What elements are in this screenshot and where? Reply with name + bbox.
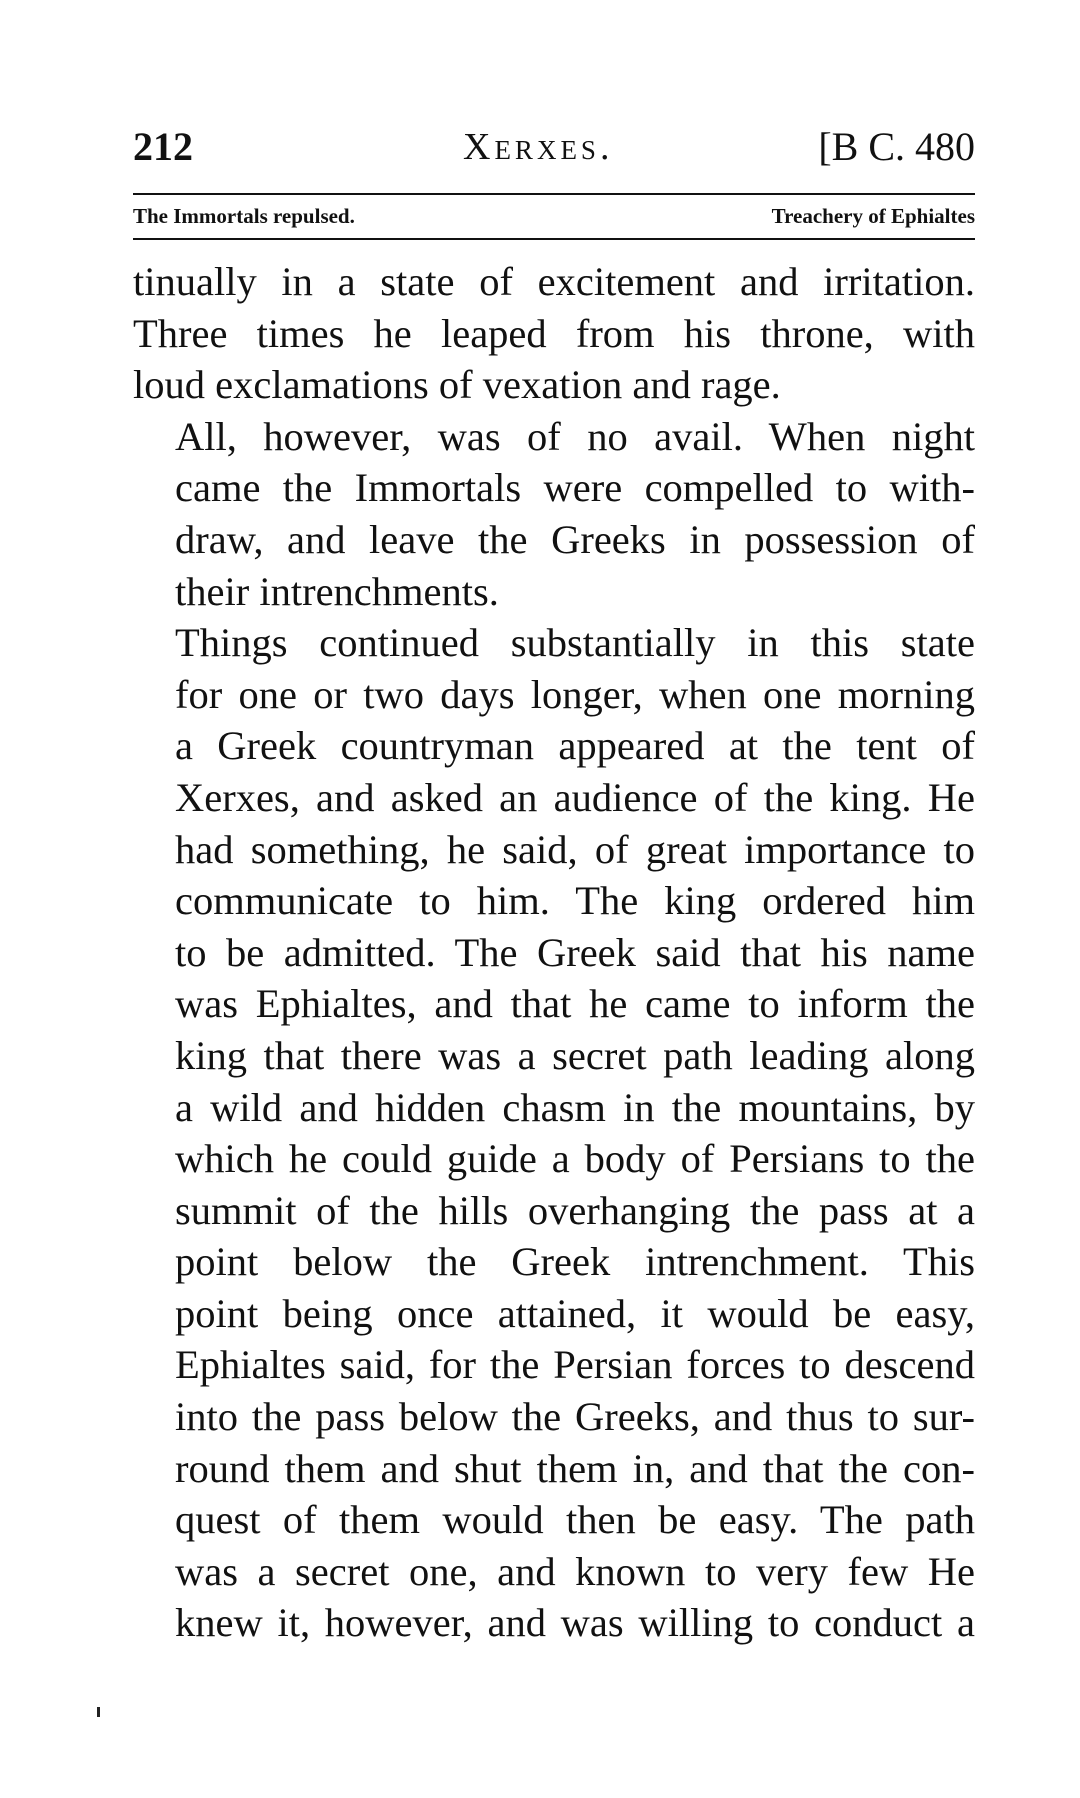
text-line: quest of them would then be easy. The path (175, 1497, 975, 1543)
text-line: which he could guide a body of Persians to the (175, 1136, 975, 1182)
sidenote-left: The Immortals repulsed. (133, 204, 355, 228)
text-line: communicate to him. The king ordered him (175, 878, 975, 924)
paragraph (133, 256, 975, 411)
text-line: came the Immortals were compelled to with- (175, 465, 975, 511)
text-line: summit of the hills overhanging the pass at a (175, 1187, 975, 1233)
text-line: loud exclamations of vexation and rage. (133, 362, 781, 408)
text-line: to be admitted. The Greek said that his name (175, 929, 975, 975)
text-line: point below the Greek intrenchment. This (175, 1239, 975, 1285)
date-marker: [B C. 480 (818, 124, 975, 169)
body-text (133, 256, 975, 1649)
text-line: tinually in a state of excitement and irritation. (133, 259, 975, 304)
text-line: into the pass below the Greeks, and thus to sur- (175, 1394, 975, 1440)
text-line: for one or two days longer, when one morning (175, 671, 975, 717)
text-line: king that there was a secret path leading along (175, 1032, 975, 1078)
paragraph (133, 411, 975, 617)
text-line: had something, he said, of great importance to (175, 826, 975, 872)
text-line: knew it, however, and was willing to conduct a (175, 1600, 975, 1646)
text-line: round them and shut them in, and that the con- (175, 1445, 975, 1491)
text-line: a wild and hidden chasm in the mountains, by (175, 1084, 975, 1130)
scan-speck (97, 1707, 100, 1717)
text-line: All, however, was of no avail. When night (175, 413, 975, 459)
running-title: Xerxes. (463, 126, 614, 168)
text-line: their intrenchments. (175, 568, 499, 614)
text-line: was Ephialtes, and that he came to inform the (175, 981, 975, 1027)
text-line: point being once attained, it would be easy, (175, 1290, 975, 1336)
page-header (133, 122, 975, 182)
header-rule-bottom (133, 238, 975, 240)
text-line: Xerxes, and asked an audience of the king. He (175, 774, 975, 820)
text-line: draw, and leave the Greeks in possession of (175, 516, 975, 562)
paragraph (133, 617, 975, 1649)
text-line: Things continued substantially in this state (175, 620, 975, 666)
page-number: 212 (133, 124, 193, 169)
text-line: was a secret one, and known to very few He (175, 1548, 975, 1594)
text-line: Three times he leaped from his throne, with (133, 310, 975, 356)
text-line: a Greek countryman appeared at the tent of (175, 723, 975, 769)
header-rule-top (133, 193, 975, 195)
sidenote-bar (133, 196, 975, 236)
text-line: Ephialtes said, for the Persian forces to descend (175, 1342, 975, 1388)
sidenote-right: Treachery of Ephialtes (771, 204, 975, 228)
